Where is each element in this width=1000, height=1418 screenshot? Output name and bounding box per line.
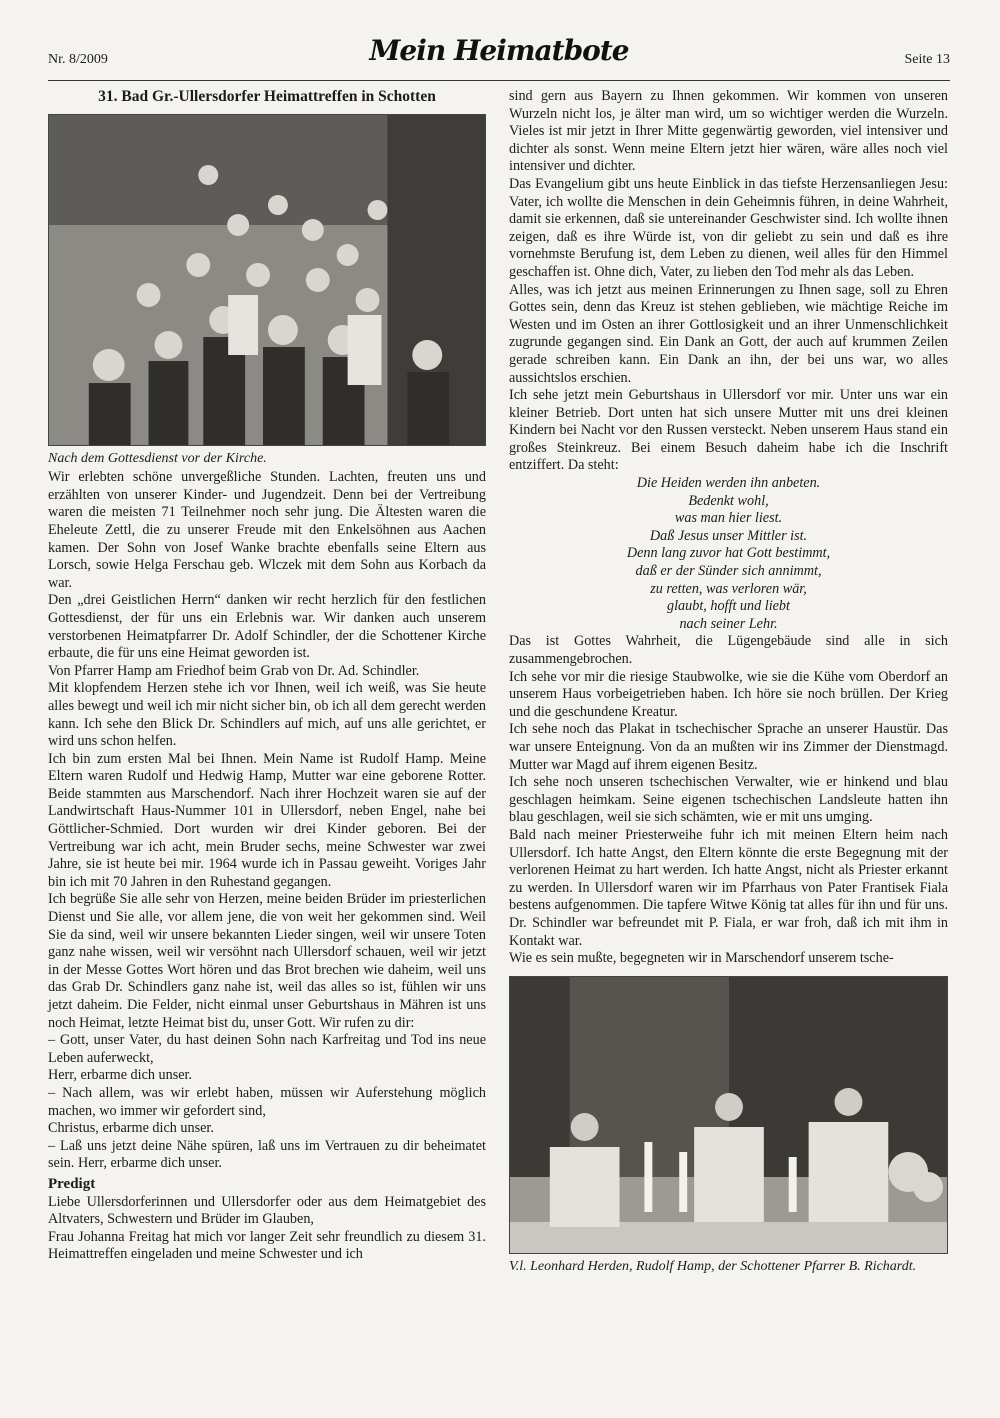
page-header: [48, 30, 950, 78]
masthead-logo: Mein Heimatbote: [369, 34, 629, 67]
paragraph: Liebe Ullersdorferinnen und Ullersdorfer oder aus dem Heimatgebiet des Altvaters, Schwestern und Brüder im Glauben,: [48, 1193, 486, 1228]
predigt-heading: Predigt: [48, 1175, 96, 1192]
paragraph: Mit klopfendem Herzen stehe ich vor Ihnen, weil ich weiß, was Sie heute alles bewegt und weil ich mir nicht sicher bin, ob ich all dem gerecht werden kann. Ich sehe den Blick Dr. Schindlers auf mich, auf uns alle gerichtet, er wird uns schon helfen.: [48, 680, 486, 750]
paragraph: – Gott, unser Vater, du hast deinen Sohn nach Karfreitag und Tod ins neue Leben auferweckt,: [48, 1032, 486, 1066]
paragraph: Wir erlebten schöne unvergeßliche Stunden. Lachten, freuten uns und erzählten von unserer Kinder- und Jugendzeit. Denn bei der Vertreibung waren die meisten 71 Teilnehmer noch sehr jung. Die Ältesten waren die Eheleute Zettl, die zu unserer Freude mit den Enkelsöhnen aus Aachen kamen. Der Sohn von Josef Wanke brachte ebenfalls seine Eltern aus Lorsch, sowie Helga Ferschau geb. Wlczek mit dem Sohn aus Korbach da war.: [48, 469, 486, 591]
poem-line: daß er der Sünder sich annimmt,: [635, 563, 822, 580]
photo1-caption: Nach dem Gottesdienst vor der Kirche.: [48, 450, 267, 466]
altar-photo: [509, 976, 948, 1254]
group-photo: [48, 114, 486, 446]
header-rule: [48, 80, 950, 81]
paragraph: Ich sehe noch das Plakat in tschechischer Sprache an unserer Haustür. Das war unsere Enteignung. Von da an mußten wir ins Zimmer der Dienstmagd. Mutter war Magd auf ihrem eigenen Besitz.: [509, 721, 948, 773]
poem-line: Bedenkt wohl,: [688, 492, 769, 509]
paragraph: Ich sehe vor mir die riesige Staubwolke, wie sie die Kühe vom Oberdorf an unserem Haus vorbeigetrieben haben. Ich höre sie noch brüllen. Der Krieg und die geschundene Kreatur.: [509, 668, 948, 720]
paragraph: – Laß uns jetzt deine Nähe spüren, laß uns im Vertrauen zu dir beheimatet sein. Herr, erbarme dich unser.: [48, 1137, 486, 1172]
paragraph: Den „drei Geistlichen Herrn“ danken wir recht herzlich für den festlichen Gottesdienst, der für uns ein Erlebnis war. Wir danken auch unserem verstorbenen Heimatpfarrer Dr. Adolf Schindler, der die Schottener Kirche erbaute, die für uns eine Heimat geworden ist.: [48, 592, 486, 662]
paragraph: Herr, erbarme dich unser.: [48, 1067, 193, 1084]
poem-line: zu retten, was verloren wär,: [650, 580, 807, 597]
poem-line: glaubt, hofft und liebt: [667, 598, 790, 615]
photo2-caption: V.l. Leonhard Herden, Rudolf Hamp, der Schottener Pfarrer B. Richardt.: [509, 1258, 917, 1274]
poem-line: Denn lang zuvor hat Gott bestimmt,: [626, 545, 831, 562]
paragraph: Bald nach meiner Priesterweihe fuhr ich mit meinen Eltern heim nach Ullersdorf. Ich hatte Angst, den Eltern könnte die erste Begegnung mit der verlorenen Heimat zu hart werden. Ich hatte Angst, nicht als Priester erkannt zu werden. In Ullersdorf waren wir im Pfarrhaus von Pater Frantisek Fiala bestens aufgenommen. Die tapfere Witwe König tat alles für ihn und für uns. Dr. Schindler war befreundet mit P. Fiala, er war froh, daß ich mit ihm in Kontakt war.: [509, 826, 948, 949]
poem-line: Die Heiden werden ihn anbeten.: [636, 475, 821, 492]
article-title: 31. Bad Gr.-Ullersdorfer Heimattreffen in Schotten: [98, 88, 436, 105]
paragraph: Ich begrüße Sie alle sehr von Herzen, meine beiden Brüder im priesterlichen Dienst und Sie alle, vor allem jene, die von weit her gekommen sind. Weil Sie da sind, weil wir unsere bekannten Lieder singen, weil wir unsere Toten ganz nahe wissen, weil wir versöhnt nach Ullersdorf schauen, weil wir jetzt in der Messe Gottes Wort hören und das Brot brechen wie daheim, weil uns das Grab Dr. Schindlers ganz nahe ist, weil das alles so ist, fühlen wir uns jetzt daheim. Die Felder, nicht einmal unser Geburtshaus in Mähren ist uns noch Heimat, letzte Heimat bist du, unser Gott. Wir rufen zu dir:: [48, 891, 486, 1031]
paragraph: Ich bin zum ersten Mal bei Ihnen. Mein Name ist Rudolf Hamp. Meine Eltern waren Rudolf und Hedwig Hamp, Mutter war eine geborene Rotter. Beide stammten aus Marschendorf. Nach ihrer Hochzeit waren sie auf der Landwirtschaft Haus-Nummer 101 in Ullersdorf, neben Engel, nahe bei Göttlicher-Schmied. Dort wurden wir drei Kinder geboren. Bei der Vertreibung war ich acht, mein Bruder sechs, meine Schwester war zwei Jahre, sie ist heute bei mir. 1964 wurde ich in Passau geweiht. Voriges Jahr bin ich mit 70 Jahren in den Ruhestand gegangen.: [48, 750, 486, 890]
paragraph: Ich sehe noch unseren tschechischen Verwalter, wie er hinkend und blau geschlagen heimkam. Seine eigenen tschechischen Landsleute hatten ihn blau geschlagen, weil sie sich schämten, wie er mit uns umging.: [509, 774, 948, 826]
poem-line: was man hier liest.: [674, 510, 783, 527]
paragraph: Von Pfarrer Hamp am Friedhof beim Grab von Dr. Ad. Schindler.: [48, 662, 420, 679]
paragraph: Ich sehe jetzt mein Geburtshaus in Ullersdorf vor mir. Unter uns war ein kleiner Betrieb. Dort unten hat sich unsere Mutter mit uns drei kleinen Kindern bei Nacht vor den Russen versteckt. Neben unserem Haus stand ein großes Steinkreuz. Bei einem Besuch daheim habe ich die Inschrift entziffert. Da steht:: [509, 387, 948, 474]
paragraph: sind gern aus Bayern zu Ihnen gekommen. Wir kommen von unseren Wurzeln nicht los, je älter man wird, um so wichtiger werden die Wurzeln. Vieles ist mir jetzt in Ihrer Mitte gegenwärtig geworden, viel intensiver und dichter als sonst. Wenn meine Eltern jetzt hier wären, wäre alles noch viel intensiver und dichter.: [509, 88, 948, 175]
poem-line: nach seiner Lehr.: [679, 615, 778, 632]
cross-inscription-poem: [509, 475, 948, 633]
paragraph: Das ist Gottes Wahrheit, die Lügengebäude sind alle in sich zusammengebrochen.: [509, 633, 948, 667]
paragraph: Alles, was ich jetzt aus meinen Erinnerungen zu Ihnen sage, soll zu Ehren Gottes sein, denn das Kreuz ist stehen geblieben, wie mächtige Reiche im Westen und im Osten an ihrer Gottlosigkeit und an ihrer Unmenschlichkeit zugrunde gegangen sind. Ein Dank an Gott, der auch auf krummen Zeilen gerade schreiben kann. Ein Dank an ihn, der bei uns war, wo alles aussichtslos erschien.: [509, 281, 948, 386]
paragraph: Wie es sein mußte, begegneten wir in Marschendorf unserem tsche-: [509, 950, 894, 967]
left-column: [48, 88, 486, 1264]
group-photo-illustration: [49, 115, 485, 445]
page-number: Seite 13: [904, 52, 950, 67]
poem-line: Daß Jesus unser Mittler ist.: [649, 527, 808, 544]
paragraph: Christus, erbarme dich unser.: [48, 1120, 214, 1137]
right-column: [509, 88, 948, 1277]
altar-photo-illustration: [510, 977, 947, 1253]
paragraph: Das Evangelium gibt uns heute Einblick in das tiefste Herzensanliegen Jesu: Vater, ich wollte die Menschen in dein Geheimnis führen, in deine Wahrheit, damit sie erkennen, daß sie untereinander Geschwister sind. Ich wollte ihnen zeigen, daß es ihre Würde ist, von dir geliebt zu sein und daß es ihre vornehmste Berufung ist, dem Leben zu dienen, weil alles für den Himmel geschaffen ist. Ohne dich, Vater, zu lieben den Tod mehr als das Leben.: [509, 175, 948, 280]
paragraph: Frau Johanna Freitag hat mich vor langer Zeit sehr freundlich zu diesem 31. Heimattreffen eingeladen und meine Schwester und ich: [48, 1228, 486, 1263]
paragraph: – Nach allem, was wir erlebt haben, müssen wir Auferstehung möglich machen, wo immer wir gefordert sind,: [48, 1084, 486, 1119]
issue-number: Nr. 8/2009: [48, 52, 108, 67]
